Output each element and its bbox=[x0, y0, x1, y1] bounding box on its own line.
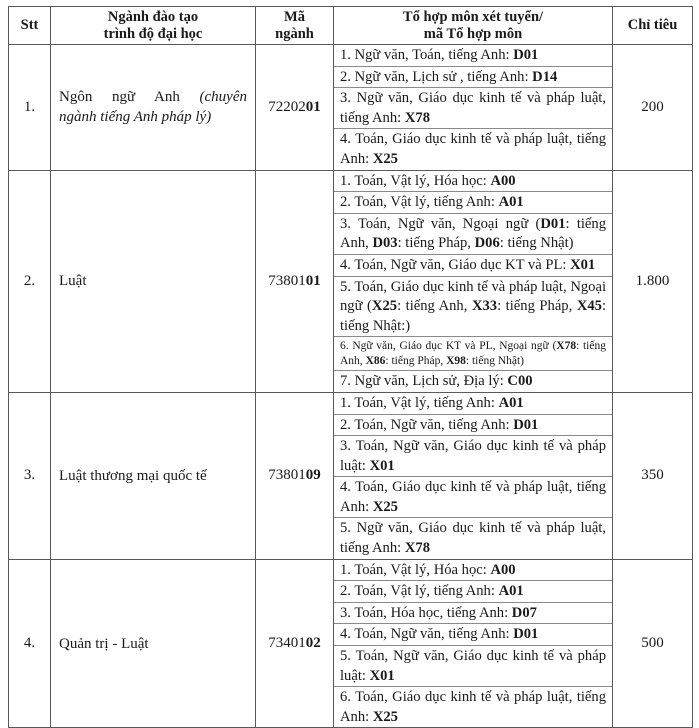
combo-item bbox=[334, 129, 612, 169]
combo-code: A01 bbox=[498, 583, 524, 600]
combo-code: X25 bbox=[372, 150, 398, 167]
combo-text: 5. Ngữ văn, Giáo dục kinh tế và pháp luật, tiếng Anh: bbox=[340, 520, 606, 557]
combo-code: X01 bbox=[570, 256, 596, 273]
combo-code: X86 bbox=[365, 355, 386, 368]
combo-text: 1. Toán, Vật lý, tiếng Anh: bbox=[340, 394, 499, 411]
combo-text: 6. Ngữ văn, Giáo dục KT và PL, Ngoại ngữ ( bbox=[340, 340, 557, 353]
combo-code: D01 bbox=[513, 416, 539, 433]
row-combos bbox=[334, 170, 613, 392]
header-stt bbox=[9, 7, 51, 45]
row-major bbox=[51, 170, 256, 392]
combo-text: 2. Toán, Vật lý, tiếng Anh: bbox=[340, 583, 499, 600]
combo-item bbox=[334, 337, 612, 371]
major-name: Quản trị - Luật bbox=[59, 635, 149, 652]
code-prefix: 73801 bbox=[268, 272, 306, 289]
combo-code: A00 bbox=[490, 172, 516, 189]
header-row bbox=[9, 7, 693, 45]
combo-item bbox=[334, 581, 612, 603]
combo-code: X33 bbox=[471, 298, 498, 315]
combo-code: D14 bbox=[532, 68, 558, 85]
row-major bbox=[51, 559, 256, 728]
header-major bbox=[51, 7, 256, 45]
combo-item bbox=[334, 560, 612, 582]
combo-text: 4. Toán, Ngữ văn, tiếng Anh: bbox=[340, 626, 514, 643]
row-combos bbox=[334, 559, 613, 728]
combo-item bbox=[334, 214, 612, 255]
combo-code: C00 bbox=[507, 373, 533, 390]
combo-code: D07 bbox=[511, 604, 537, 621]
row-major bbox=[51, 392, 256, 559]
combo-item bbox=[334, 687, 612, 727]
row-quota: 350 bbox=[613, 392, 693, 559]
combo-text: 3. Ngữ văn, Giáo dục kinh tế và pháp luật, tiếng Anh: bbox=[340, 90, 606, 126]
combo-text: 7. Ngữ văn, Lịch sử, Địa lý: bbox=[340, 373, 508, 390]
admissions-table bbox=[8, 6, 693, 728]
combo-item bbox=[334, 646, 612, 687]
combo-item bbox=[334, 603, 612, 625]
combo-item bbox=[334, 624, 612, 646]
combo-code: X25 bbox=[372, 708, 398, 725]
combo-code: X78 bbox=[404, 540, 430, 557]
combo-text: 5. Toán, Giáo dục kinh tế và pháp luật, Ngoại ngữ ( bbox=[340, 278, 606, 315]
table-row bbox=[9, 170, 693, 392]
combo-code: D01 bbox=[513, 626, 539, 643]
combo-text: 5. Toán, Ngữ văn, Giáo dục kinh tế và pháp luật: bbox=[340, 648, 606, 684]
row-code bbox=[256, 45, 334, 171]
header-quota-label: Chỉ tiêu bbox=[627, 17, 678, 33]
header-combos-line2: mã Tổ hợp môn bbox=[423, 25, 523, 42]
combo-item bbox=[334, 477, 612, 518]
code-suffix: 01 bbox=[305, 272, 321, 289]
header-stt-label: Stt bbox=[20, 17, 39, 33]
table-row bbox=[9, 559, 693, 728]
table-row bbox=[9, 392, 693, 559]
combo-text: 3. Toán, Hóa học, tiếng Anh: bbox=[340, 604, 512, 621]
combo-code: X25 bbox=[371, 298, 398, 315]
combo-code: X78 bbox=[556, 340, 577, 353]
combo-text: : tiếng Nhật:) bbox=[340, 298, 607, 334]
header-combos bbox=[334, 7, 613, 45]
combo-text: 6. Toán, Giáo dục kinh tế và pháp luật, tiếng Anh: bbox=[340, 689, 606, 725]
table-row bbox=[9, 45, 693, 171]
header-code-line1: Mã bbox=[284, 8, 305, 25]
combo-item bbox=[334, 371, 612, 392]
row-combos bbox=[334, 392, 613, 559]
row-quota: 500 bbox=[613, 559, 693, 728]
combo-code: D01 bbox=[540, 215, 566, 232]
combo-text: 4. Toán, Giáo dục kinh tế và pháp luật, tiếng Anh: bbox=[340, 131, 606, 167]
combo-text: 3. Toán, Ngữ văn, Ngoại ngữ ( bbox=[340, 215, 541, 232]
combo-text: 1. Ngữ văn, Toán, tiếng Anh: bbox=[340, 47, 514, 63]
header-major-line2: trình độ đại học bbox=[103, 25, 203, 42]
header-quota bbox=[613, 7, 693, 45]
combo-text: 1. Toán, Vật lý, Hóa học: bbox=[340, 172, 491, 189]
row-major bbox=[51, 45, 256, 171]
code-prefix: 72202 bbox=[268, 98, 306, 115]
row-stt: 4. bbox=[9, 559, 51, 728]
combo-text: : tiếng Anh, bbox=[340, 215, 606, 252]
combo-text: : tiếng Pháp, bbox=[397, 235, 475, 252]
combo-code: A01 bbox=[498, 194, 524, 211]
combo-code: D01 bbox=[513, 47, 539, 63]
row-combos bbox=[334, 45, 613, 171]
major-name: Luật thương mại quốc tế bbox=[59, 467, 207, 484]
row-code bbox=[256, 170, 334, 392]
combo-code: X01 bbox=[369, 667, 395, 684]
combo-item bbox=[334, 393, 612, 415]
combo-text: 4. Toán, Giáo dục kinh tế và pháp luật, tiếng Anh: bbox=[340, 479, 606, 515]
row-stt: 2. bbox=[9, 170, 51, 392]
combo-text: : tiếng Anh, bbox=[340, 340, 606, 368]
major-name: Luật bbox=[59, 273, 87, 290]
code-suffix: 01 bbox=[305, 98, 321, 115]
row-quota: 1.800 bbox=[613, 170, 693, 392]
row-stt: 1. bbox=[9, 45, 51, 171]
header-major-line1: Ngành đào tạo bbox=[107, 8, 199, 25]
major-note: (chuyên ngành tiếng Anh pháp lý) bbox=[59, 89, 247, 126]
code-prefix: 73801 bbox=[268, 467, 306, 484]
combo-item bbox=[334, 88, 612, 129]
combo-code: X45 bbox=[576, 298, 602, 315]
combo-text: 1. Toán, Vật lý, Hóa học: bbox=[340, 561, 491, 578]
combo-code: X25 bbox=[372, 498, 398, 515]
combo-item bbox=[334, 192, 612, 214]
combo-text: : tiếng Nhật) bbox=[465, 355, 525, 368]
header-code bbox=[256, 7, 334, 45]
combo-item bbox=[334, 518, 612, 558]
combo-text: 2. Toán, Vật lý, tiếng Anh: bbox=[340, 194, 499, 211]
combo-item bbox=[334, 45, 612, 67]
combo-code: A00 bbox=[490, 561, 516, 578]
combo-text: 2. Toán, Ngữ văn, tiếng Anh: bbox=[340, 416, 514, 433]
code-suffix: 02 bbox=[305, 635, 321, 652]
combo-item bbox=[334, 171, 612, 193]
header-combos-line1: Tổ hợp môn xét tuyển/ bbox=[402, 8, 544, 25]
row-stt: 3. bbox=[9, 392, 51, 559]
combo-code: X78 bbox=[404, 109, 430, 126]
combo-item bbox=[334, 255, 612, 277]
code-prefix: 73401 bbox=[268, 635, 306, 652]
combo-item bbox=[334, 277, 612, 338]
combo-text: 3. Toán, Ngữ văn, Giáo dục kinh tế và pháp luật: bbox=[340, 438, 606, 474]
combo-text: : tiếng Pháp, bbox=[497, 298, 577, 315]
combo-text: : tiếng Pháp, bbox=[385, 355, 447, 368]
combo-item bbox=[334, 67, 612, 89]
combo-code: D03 bbox=[372, 235, 398, 252]
combo-code: X98 bbox=[446, 355, 466, 368]
combo-text: : tiếng Anh, bbox=[397, 298, 472, 315]
combo-item bbox=[334, 415, 612, 437]
combo-text: 2. Ngữ văn, Lịch sử , tiếng Anh: bbox=[340, 68, 533, 85]
combo-item bbox=[334, 436, 612, 477]
row-quota: 200 bbox=[613, 45, 693, 171]
code-suffix: 09 bbox=[305, 467, 321, 484]
combo-text: 4. Toán, Ngữ văn, Giáo dục KT và PL: bbox=[340, 256, 571, 273]
row-code bbox=[256, 392, 334, 559]
combo-code: X01 bbox=[369, 457, 395, 474]
combo-text: : tiếng Nhật) bbox=[499, 235, 574, 252]
combo-code: D06 bbox=[474, 235, 500, 252]
header-code-line2: ngành bbox=[275, 25, 314, 42]
major-name: Ngôn ngữ Anh bbox=[59, 89, 180, 106]
row-code bbox=[256, 559, 334, 728]
combo-code: A01 bbox=[498, 394, 524, 411]
